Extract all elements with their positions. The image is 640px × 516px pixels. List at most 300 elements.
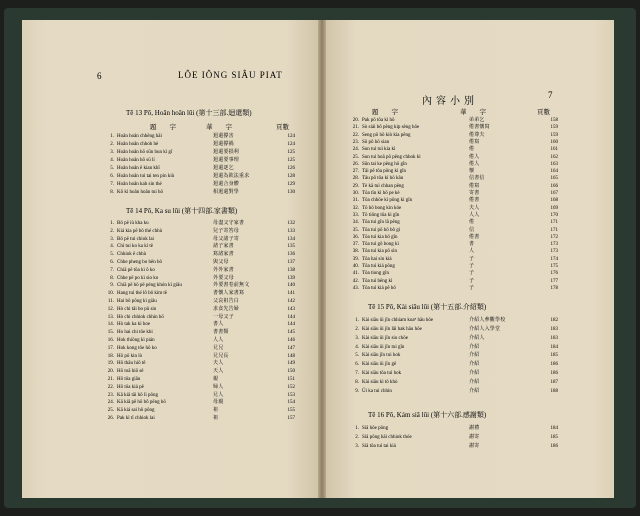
row-number: 5. (110, 166, 114, 171)
row-page: 132 (287, 221, 295, 226)
col-head-chinese: 華 字 (460, 109, 486, 116)
row-title: Bō pē iù kha ku (117, 221, 149, 226)
row-chinese: 子 (469, 270, 475, 276)
row-chinese: 寄書 (469, 190, 480, 196)
row-chinese: 祖 (213, 407, 219, 413)
row-title: Pak pō tōa kì hō (362, 118, 395, 123)
row-title: Seng pō hō kiò kia pêng (362, 133, 411, 138)
row-number: 32. (352, 206, 359, 211)
table-row (100, 157, 295, 165)
row-title: Kài siāu kì tō khò (362, 380, 398, 385)
table-row (100, 329, 295, 337)
table-row (345, 175, 558, 183)
row-title: Hò chi chhiok chhin hō (117, 315, 164, 320)
row-title: Hoân hoân hō sū lí (117, 158, 155, 163)
row-number: 1. (355, 426, 359, 431)
row-title: Tōa tuì gô bong kì (362, 242, 399, 247)
row-page: 184 (550, 426, 558, 431)
row-title: Tāu pô tōa kì hō kâu (362, 176, 404, 181)
row-title: Tè kā tuì chhan pêng (362, 184, 404, 189)
row-title: Tō hō bong kin kóe (362, 206, 402, 211)
row-number: 21. (352, 125, 359, 130)
table-row (345, 370, 558, 378)
row-page: 166 (550, 184, 558, 189)
row-number: 26. (352, 162, 359, 167)
table-row (100, 368, 295, 376)
row-page: 161 (550, 147, 558, 152)
row-number: 41. (352, 271, 359, 276)
row-page: 183 (550, 327, 558, 332)
row-title: Hō tōa giâu (117, 377, 141, 382)
row-title: Siā pōng hāi chhiok thóe (362, 435, 412, 440)
row-number: 1. (110, 221, 114, 226)
row-page: 145 (287, 330, 295, 335)
row-title: Siā hōe pōng (362, 426, 389, 431)
row-number: 35. (352, 228, 359, 233)
row-title: Ūi ka tui chhin (362, 389, 392, 394)
row-title: Kā kiá sai hō pōng (117, 408, 155, 413)
col-head-chinese: 華 字 (206, 124, 232, 131)
row-title: Tōa tuì gîn lâ pêng (362, 220, 400, 225)
row-title: Chhe pheng bo bēn bō (117, 260, 162, 265)
row-page: 130 (287, 190, 295, 195)
running-header-right: 內容小別 (422, 96, 478, 107)
section-title: Tē 13 Pō, Hoân hoân lūi (第十三部.迴還類) (126, 109, 252, 117)
row-title: Tōa tīn kì hō pe kè (362, 191, 400, 196)
row-page: 184 (550, 345, 558, 350)
table-row (345, 248, 558, 256)
table-row (100, 407, 295, 415)
row-chinese: 外外家書 (213, 267, 234, 273)
row-number: 37. (352, 242, 359, 247)
row-page: 143 (287, 307, 295, 312)
row-number: 3. (110, 237, 114, 242)
table-row (100, 376, 295, 384)
table-row (345, 335, 558, 343)
row-number: 2. (355, 435, 359, 440)
row-chinese: 書 (469, 241, 475, 247)
table-row (100, 384, 295, 392)
row-title: Hò chi tâi bo pū sin (117, 307, 157, 312)
table-row (345, 124, 558, 132)
row-chinese: 介紹 (469, 361, 480, 367)
row-title: Chiā pē tōa kì ô ko (117, 268, 155, 273)
row-number: 34. (352, 220, 359, 225)
row-chinese: 子 (469, 256, 475, 262)
row-page: 186 (550, 362, 558, 367)
row-chinese: 倦書 (469, 197, 480, 203)
row-chinese: 婦人 (213, 384, 224, 390)
table-row (345, 219, 558, 227)
table-row (100, 360, 295, 368)
row-number: 24. (107, 400, 114, 405)
table-row (345, 434, 558, 442)
page-number-left: 6 (97, 71, 102, 81)
row-chinese: 弟弟乞 (469, 117, 485, 123)
row-page: 178 (550, 286, 558, 291)
row-chinese: 父哀祖告白 (213, 298, 240, 304)
table-row (100, 165, 295, 173)
row-number: 15. (107, 330, 114, 335)
row-title: Ho hai chi tōe khi (117, 330, 153, 335)
row-chinese: 介紹 (469, 344, 480, 350)
row-number: 36. (352, 235, 359, 240)
row-chinese: 介紹人 (469, 335, 485, 341)
row-number: 23. (352, 140, 359, 145)
row-title: Hoân hoân chhoh hè (117, 142, 159, 147)
row-chinese: 夫人 (469, 205, 480, 211)
row-number: 25. (352, 155, 359, 160)
row-chinese: 倦尊夫 (469, 132, 485, 138)
table-row (100, 306, 295, 314)
row-title: Kiá kia pē bō thé chhù (117, 229, 163, 234)
row-number: 26. (107, 416, 114, 421)
row-chinese: 倦 (469, 146, 475, 152)
row-number: 42. (352, 279, 359, 284)
row-page: 186 (550, 444, 558, 449)
row-chinese: 書人 (213, 321, 224, 327)
table-row (345, 285, 558, 293)
row-page: 126 (287, 166, 295, 171)
row-title: Chhiok ê chhù (117, 252, 147, 257)
row-page: 168 (550, 198, 558, 203)
row-page: 153 (287, 393, 295, 398)
row-chinese: 迴還合身體 (213, 181, 240, 187)
row-number: 4. (110, 158, 114, 163)
row-number: 23. (107, 393, 114, 398)
row-number: 28. (352, 176, 359, 181)
table-row (345, 317, 558, 325)
row-title: Sō pō hō sian (362, 140, 390, 145)
row-title: Chiā pē hō pē pèng khón kì giâu (117, 283, 182, 288)
row-title: Hang tuì thé lô bô kim tē (117, 291, 167, 296)
row-chinese: 諸子家書 (213, 243, 234, 249)
row-number: 7. (110, 182, 114, 187)
row-title: Hō thāu hiō tê (117, 361, 146, 366)
row-number: 40. (352, 264, 359, 269)
row-title: Chí tui ko ka kì tē (117, 244, 153, 249)
row-number: 2. (355, 327, 359, 332)
row-title: Siā tōa tuì tai kiá (362, 444, 396, 449)
row-number: 19. (107, 361, 114, 366)
row-page: 158 (550, 118, 558, 123)
row-chinese: 母親 (213, 399, 224, 405)
row-page: 159 (550, 125, 558, 130)
row-title: Hò tak ka kì hoe (117, 322, 151, 327)
row-number: 9. (355, 389, 359, 394)
row-page: 169 (550, 206, 558, 211)
row-page: 167 (550, 191, 558, 196)
col-head-page: 頁數 (537, 109, 550, 116)
row-title: Tō tiōng tōa kì gîn (362, 213, 400, 218)
row-chinese: 子 (469, 278, 475, 284)
row-number: 22. (352, 133, 359, 138)
row-page: 144 (287, 315, 295, 320)
row-title: Hok kong tōe hō ko (117, 346, 157, 351)
row-chinese: 兄兄長 (213, 353, 229, 359)
row-chinese: 子 (469, 263, 475, 269)
row-page: 174 (550, 257, 558, 262)
row-number: 9. (110, 283, 114, 288)
row-chinese: 外要父母 (213, 275, 234, 281)
row-title: Hoân hoân hō sûn bun kì gî (117, 150, 173, 155)
row-chinese: 母父諸子寄 (213, 236, 240, 242)
row-page: 185 (550, 353, 558, 358)
row-number: 5. (110, 252, 114, 257)
row-page: 148 (287, 354, 295, 359)
row-number: 2. (110, 229, 114, 234)
row-number: 6. (355, 362, 359, 367)
row-title: Sun tuì tuì kia kì (362, 147, 396, 152)
row-number: 21. (107, 377, 114, 382)
table-row (345, 443, 558, 451)
row-page: 165 (550, 176, 558, 181)
row-chinese: 倦寫 (469, 139, 480, 145)
row-page: 134 (287, 237, 295, 242)
row-chinese: 求食先告婦 (213, 306, 240, 312)
row-title: Tōa tiong gîn (362, 271, 389, 276)
row-chinese: 謝寄 (469, 443, 480, 449)
running-header-left: LÔE IÔNG SIÂU PIAT (178, 70, 283, 80)
row-number: 20. (107, 369, 114, 374)
section-title: Tē 15 Pō, Kài siāu lūi (第十五部.介紹類) (368, 303, 487, 311)
row-chinese: 祖 (213, 415, 219, 421)
row-number: 7. (355, 371, 359, 376)
row-chinese: 相迴還對學 (213, 189, 240, 195)
row-title: Hō pō kin lò (117, 354, 143, 359)
row-page: 185 (550, 435, 558, 440)
row-page: 188 (550, 389, 558, 394)
row-title: Hō toā hiō sê (117, 369, 144, 374)
table-row (100, 337, 295, 345)
row-number: 39. (352, 257, 359, 262)
row-page: 182 (550, 318, 558, 323)
row-number: 25. (107, 408, 114, 413)
row-number: 1. (110, 134, 114, 139)
row-title: Hō tōa kiá pê (117, 385, 144, 390)
row-title: Kài siāu ūi jîn gê (362, 362, 397, 367)
table-row (100, 345, 295, 353)
row-chinese: 倦人 (469, 161, 480, 167)
row-page: 136 (287, 252, 295, 257)
table-row (100, 173, 295, 181)
row-page: 144 (287, 322, 295, 327)
row-title: Tōa chhōe kì pōng kì gîn (362, 198, 413, 203)
col-head-title: 題 字 (150, 124, 176, 131)
row-page: 152 (287, 385, 295, 390)
row-chinese: 迴還要事理 (213, 157, 240, 163)
row-number: 2. (110, 142, 114, 147)
table-row (345, 361, 558, 369)
row-number: 8. (110, 276, 114, 281)
row-page: 155 (287, 408, 295, 413)
row-chinese: 謝寄 (469, 434, 480, 440)
row-chinese: 介紹 (469, 370, 480, 376)
row-page: 159 (550, 133, 558, 138)
row-page: 164 (550, 169, 558, 174)
row-page: 173 (550, 249, 558, 254)
row-chinese: 迴還要損利 (213, 149, 240, 155)
row-title: Tōa tuì kiá pōng (362, 264, 395, 269)
table-row (100, 141, 295, 149)
row-chinese: 謝禮 (469, 425, 480, 431)
col-head-page: 頁數 (276, 124, 289, 131)
row-number: 31. (352, 198, 359, 203)
row-number: 7. (110, 268, 114, 273)
table-row (100, 282, 295, 290)
row-title: Hok thiōng kì pián (117, 338, 155, 343)
row-chinese: 子 (469, 285, 475, 291)
row-title: Kā kiâ tāi hō lì pōng (117, 393, 158, 398)
row-title: Tōa tuì kiá pê hō (362, 286, 396, 291)
row-title: Pak kì tī chhiok lai (117, 416, 155, 421)
row-number: 5. (355, 353, 359, 358)
row-chinese: 介紹 (469, 388, 480, 394)
col-head-title: 題 字 (372, 109, 398, 116)
row-chinese: 兒子寄答母 (213, 228, 240, 234)
row-title: Hoân hoân chhēng hāi (117, 134, 162, 139)
table-row (345, 388, 558, 396)
row-chinese: 倦 (469, 219, 475, 225)
row-chinese: 與父母 (213, 259, 229, 265)
row-title: Kài siāu ūi jîn lâi hak hāu hōe (362, 327, 422, 332)
row-number: 4. (355, 345, 359, 350)
row-page: 187 (550, 380, 558, 385)
row-page: 171 (550, 228, 558, 233)
row-chinese: 倦人 (469, 154, 480, 160)
row-chinese: 外要書卷前無文 (213, 282, 250, 288)
row-number: 20. (352, 118, 359, 123)
row-title: Tōa tuì bêng kì (362, 279, 393, 284)
row-page: 128 (287, 174, 295, 179)
row-chinese: 兄兄 (213, 345, 224, 351)
row-page: 163 (550, 162, 558, 167)
row-chinese: 人人 (213, 337, 224, 343)
row-number: 3. (355, 336, 359, 341)
table-row (345, 425, 558, 433)
row-number: 17. (107, 346, 114, 351)
row-page: 124 (287, 142, 295, 147)
row-chinese: 介紹人參觀學校 (469, 317, 506, 323)
table-row (100, 321, 295, 329)
table-row (100, 298, 295, 306)
row-page: 176 (550, 271, 558, 276)
row-title: Tōa tuì kia pō sìn (362, 249, 397, 254)
row-chinese: 迴還為欽法重求 (213, 173, 250, 179)
row-page: 146 (287, 338, 295, 343)
row-page: 177 (550, 279, 558, 284)
row-page: 135 (287, 244, 295, 249)
row-title: Sò siái bô pêng kip sêng hōe (362, 125, 420, 130)
row-chinese: 人人 (469, 212, 480, 218)
row-number: 6. (110, 174, 114, 179)
row-number: 29. (352, 184, 359, 189)
row-number: 6. (110, 260, 114, 265)
row-page: 137 (287, 260, 295, 265)
row-title: Hoân hoân tui tai ten pin kiù (117, 174, 175, 179)
table-row (100, 220, 295, 228)
row-number: 12. (107, 307, 114, 312)
row-number: 13. (107, 315, 114, 320)
row-title: Hoân hoân kah sin thé (117, 182, 162, 187)
row-page: 141 (287, 291, 295, 296)
row-page: 140 (287, 283, 295, 288)
row-page: 175 (550, 264, 558, 269)
row-title: Tōa tuì pō hō bô gì (362, 228, 401, 233)
row-title: Kài siāu ūi jîn sio chōe (362, 336, 408, 341)
table-row (345, 344, 558, 352)
row-chinese: 倦寫 (469, 183, 480, 189)
row-number: 38. (352, 249, 359, 254)
table-row (345, 352, 558, 360)
table-row (100, 181, 295, 189)
row-page: 125 (287, 150, 295, 155)
row-chinese: 親 (213, 376, 219, 382)
table-row (345, 270, 558, 278)
row-number: 43. (352, 286, 359, 291)
row-chinese: 夫人 (213, 360, 224, 366)
row-number: 3. (355, 444, 359, 449)
row-chinese: 信 (469, 227, 475, 233)
row-number: 24. (352, 147, 359, 152)
row-title: Kā kiâ pê hō bô pēng hō (117, 400, 166, 405)
row-title: Kài siāu jîn tui hok (362, 353, 401, 358)
row-page: 173 (550, 242, 558, 247)
row-page: 139 (287, 276, 295, 281)
row-page: 150 (287, 369, 295, 374)
row-title: Hoân hoân ê kian khî (117, 166, 160, 171)
row-page: 157 (287, 416, 295, 421)
table-row (100, 267, 295, 275)
row-number: 4. (110, 244, 114, 249)
row-number: 1. (355, 318, 359, 323)
row-number: 8. (355, 380, 359, 385)
row-number: 3. (110, 150, 114, 155)
row-chinese: 書懷人家書寫 (213, 290, 245, 296)
row-chinese: 人 (469, 248, 475, 254)
row-chinese: 倦書 (469, 234, 480, 240)
row-chinese: 倦書懷寫 (469, 124, 490, 130)
table-row (100, 399, 295, 407)
row-page: 151 (287, 377, 295, 382)
row-title: Kài siāu ūi jîn chhiam koaⁿ hāu hōe (362, 318, 434, 323)
section-title: Tē 14 Pō, Ka su lūi (第十四部.家書類) (126, 207, 238, 215)
row-chinese: 迴還逐乞 (213, 165, 234, 171)
row-title: Tāi pê tōa pōng kì gîn (362, 169, 407, 174)
row-number: 18. (107, 354, 114, 359)
row-chinese: 天人 (213, 368, 224, 374)
row-chinese: 懷 (469, 168, 475, 174)
row-number: 8. (110, 190, 114, 195)
row-title: Bō pē tui chiok lai (117, 237, 154, 242)
row-page: 133 (287, 229, 295, 234)
table-row (100, 133, 295, 141)
row-title: Kô kì hoân hoân tui hō (117, 190, 163, 195)
table-row (100, 259, 295, 267)
row-title: Kài siāu ūi jîn tui gîn (362, 345, 405, 350)
row-title: Tōa tuì kia hō gîn (362, 235, 398, 240)
row-number: 11. (107, 299, 114, 304)
row-title: Kài siāu tōa tuì hok (362, 371, 402, 376)
table-row (100, 290, 295, 298)
row-page: 154 (287, 400, 295, 405)
table-row (100, 243, 295, 251)
row-page: 170 (550, 213, 558, 218)
row-chinese: 書書類 (213, 329, 229, 335)
table-row (100, 415, 295, 423)
row-page: 124 (287, 134, 295, 139)
row-page: 138 (287, 268, 295, 273)
